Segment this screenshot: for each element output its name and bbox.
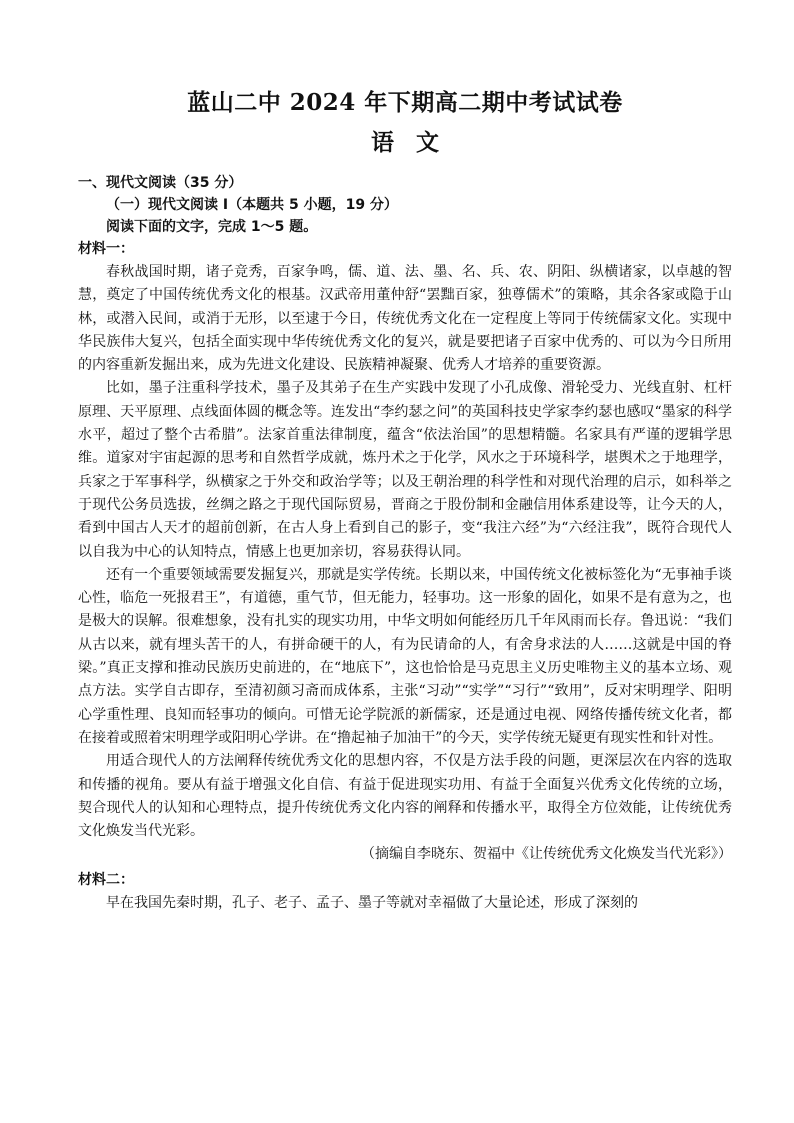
material-one-paragraph: 春秋战国时期，诸子竞秀，百家争鸣，儒、道、法、墨、名、兵、农、阴阳、纵横诸家，以卓越的智慧，奠定了中国传统优秀文化的根基。汉武帝用董仲舒“罢黜百家，独尊儒术”的策略，其余各家或隐于山林，或潜入民间，或消于无形，以至逮于今日，传统优秀文化在一定程度上等同于传统儒家文化。实现中华民族伟大复兴，包括全面实现中华传统优秀文化的复兴，就是要把诸子百家中优秀的、可以为今日所用的内容重新发掘出来，成为先进文化建设、民族精神凝聚、优秀人才培养的重要资源。 <box>78 264 732 374</box>
material-one-paragraph: 用适合现代人的方法阐释传统优秀文化的思想内容，不仅是方法手段的问题，更深层次在内容的选取和传播的视角。要从有益于增强文化自信、有益于促进现实功用、有益于全面复兴优秀文化传统的立场，契合现代人的认知和心理特点，提升传统优秀文化内容的阐释和传播水平，取得全方位效能，让传统优秀文化焕发当代光彩。 <box>78 753 732 840</box>
material-one-label: 材料一： <box>78 241 134 257</box>
material-one-paragraph: 还有一个重要领域需要发掘复兴，那就是实学传统。长期以来，中国传统文化被标签化为“无事袖手谈心性，临危一死报君王”，有道德，重气节，但无能力，轻事功。这一形象的固化，如果不是有意为之，也是极大的误解。很难想象，没有扎实的现实功用，中华文明如何能经历几千年风雨而长存。鲁迅说：“我们从古以来，就有埋头苦干的人，有拼命硬干的人，有为民请命的人，有舍身求法的人……这就是中国的脊梁。”真正支撑和推动民族历史前进的，在“地底下”，这也恰恰是马克思主义历史唯物主义的基本立场、观点方法。实学自古即存，至清初颜习斋而成体系，主张“习动”“实学”“习行”“致用”，反对宋明理学、阳明心学重性理、良知而轻事功的倾向。可惜无论学院派的新儒家，还是通过电视、网络传播传统文化者，都在接着或照着宋明理学或阳明心学讲。在“撸起袖子加油干”的今天，实学传统无疑更有现实性和针对性。 <box>78 566 732 746</box>
material-one-paragraph: 比如，墨子注重科学技术，墨子及其弟子在生产实践中发现了小孔成像、滑轮受力、光线直射、杠杆原理、天平原理、点线面体圆的概念等。连发出“李约瑟之问”的英国科技史学家李约瑟也感叹“墨家的科学水平，超过了整个古希腊”。法家首重法律制度，蕴含“依法治国”的思想精髓。名家具有严谨的逻辑学思维。道家对宇宙起源的思考和自然哲学成就，炼丹术之于化学，风水之于环境科学，堪舆术之于地理学，兵家之于军事科学，纵横家之于外交和政治学等；以及王朝治理的科学性和对现代治理的启示，如科举之于现代公务员选拔，丝绸之路之于现代国际贸易，晋商之于股份制和金融信用体系建设等，让今天的人，看到中国古人天才的超前创新，在古人身上看到自己的影子，变“我注六经”为“六经注我”，既符合现代人以自我为中心的认知特点，情感上也更加亲切，容易获得认同。 <box>78 380 732 560</box>
exam-title: 蓝山二中 2024 年下期高二期中考试试卷 <box>187 89 623 116</box>
section-heading: 一、现代文阅读（35 分） <box>78 175 243 191</box>
reading-instruction: 阅读下面的文字，完成 1～5 题。 <box>106 219 318 235</box>
material-two-paragraph: 早在我国先秦时期，孔子、老子、孟子、墨子等就对幸福做了大量论述，形成了深刻的 <box>106 894 638 911</box>
subsection-heading: （一）现代文阅读 I（本题共 5 小题，19 分） <box>106 197 398 213</box>
material-one-source: （摘编自李晓东、贺福中《让传统优秀文化焕发当代光彩》） <box>361 846 732 863</box>
material-two-label: 材料二： <box>78 871 134 888</box>
subject-title: 语文 <box>371 129 461 156</box>
